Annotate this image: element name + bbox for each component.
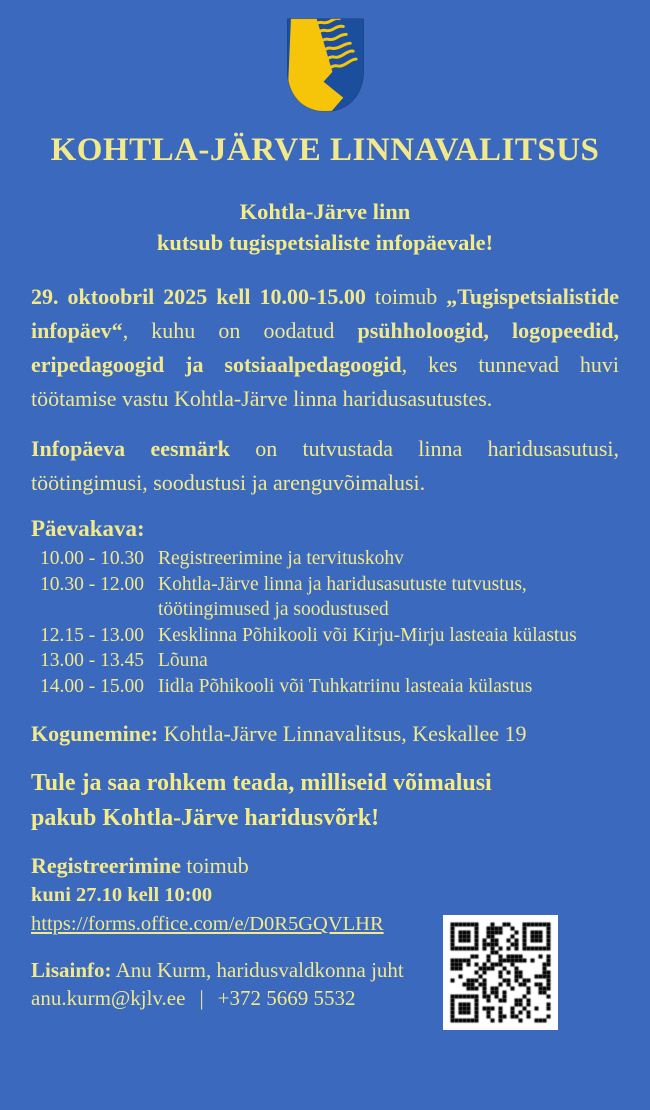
event-name: „Tugispetsialistide infopäev“: [31, 284, 619, 343]
schedule-time: 13.00 - 13.45: [40, 650, 144, 671]
contact-email: anu.kurm@kjlv.ee: [31, 985, 186, 1010]
event-date-time: 29. oktoobril 2025 kell 10.00-15.00: [31, 284, 366, 309]
schedule-row: [40, 572, 619, 623]
gathering-address: Kohtla-Järve Linnavalitsus, Keskallee 19: [158, 721, 527, 746]
cta-line-1: Tule ja saa rohkem teada, milliseid võimalusi: [31, 770, 492, 796]
schedule-row: [40, 674, 619, 700]
schedule-row: [40, 546, 619, 572]
schedule-activity: Kohtla-Järve linna ja haridusasutuste tutvustus, töötingimused ja soodustused: [158, 573, 527, 620]
qr-code-container: [443, 915, 558, 1030]
invitation-subtitle: [0, 196, 650, 258]
contact-separator: |: [199, 985, 204, 1010]
schedule-time: 10.00 - 10.30: [40, 548, 144, 569]
gathering-label: Kogunemine:: [31, 721, 159, 746]
schedule-activity: Lõuna: [158, 650, 208, 671]
schedule-activity: Iidla Põhikooli või Tuhkatriinu lasteaia külastus: [158, 675, 533, 697]
qr-code: [443, 915, 558, 1030]
gathering-line: [31, 719, 619, 748]
schedule-row: [40, 648, 619, 674]
registration-line: Registreerimine toimub: [31, 853, 249, 878]
cta-line-2: pakub Kohtla-Järve haridusvõrk!: [31, 805, 380, 831]
schedule-heading: Päevakava:: [31, 516, 145, 541]
registration-label: Registreerimine: [31, 853, 181, 878]
schedule-list: [31, 546, 619, 699]
goal-paragraph: Infopäeva eesmärk on tutvustada linna haridusasutusi, töötingimusi, soodustusi ja arenguvõimalusi.: [31, 436, 619, 495]
schedule-time: 10.30 - 12.00: [40, 573, 144, 595]
schedule-time: 12.15 - 13.00: [40, 624, 144, 646]
registration-form-link[interactable]: https://forms.office.com/e/D0R5GQVLHR: [31, 913, 384, 935]
subtitle-line-2: kutsub tugispetsialiste infopäevale!: [156, 230, 494, 255]
schedule-time: 14.00 - 15.00: [40, 675, 144, 697]
goal-label: Infopäeva eesmärk: [31, 436, 230, 461]
poster-body: [0, 280, 650, 1012]
city-coat-of-arms-icon: [287, 18, 364, 112]
schedule-row: [40, 623, 619, 649]
intro-paragraph: 29. oktoobril 2025 kell 10.00-15.00 toimub „Tugispetsialistide infopäev“, kuhu on oodatud psühholoogid, logopeedid, eripedagoogid ja sotsiaalpedagoogid, kes tunnevad huvi töötamise vastu Kohtla-Järve linna haridusasutustes.: [31, 284, 619, 411]
call-to-action: [31, 766, 619, 836]
registration-deadline: kuni 27.10 kell 10:00: [31, 884, 213, 906]
event-poster: [0, 18, 650, 1110]
contact-phone: +372 5669 5532: [217, 985, 356, 1010]
contact-person: Anu Kurm, haridusvaldkonna juht: [111, 958, 404, 982]
contact-label: Lisainfo:: [31, 958, 112, 982]
target-audience: psühholoogid, logopeedid, eripedagoogid ja sotsiaalpedagoogid: [31, 318, 619, 377]
subtitle-line-1: Kohtla-Järve linn: [239, 199, 411, 224]
schedule-activity: Registreerimine ja tervituskohv: [158, 548, 404, 569]
page-title: KOHTLA-JÄRVE LINNAVALITSUS: [50, 132, 600, 168]
schedule-activity: Kesklinna Põhikooli või Kirju-Mirju lasteaia külastus: [158, 624, 577, 646]
